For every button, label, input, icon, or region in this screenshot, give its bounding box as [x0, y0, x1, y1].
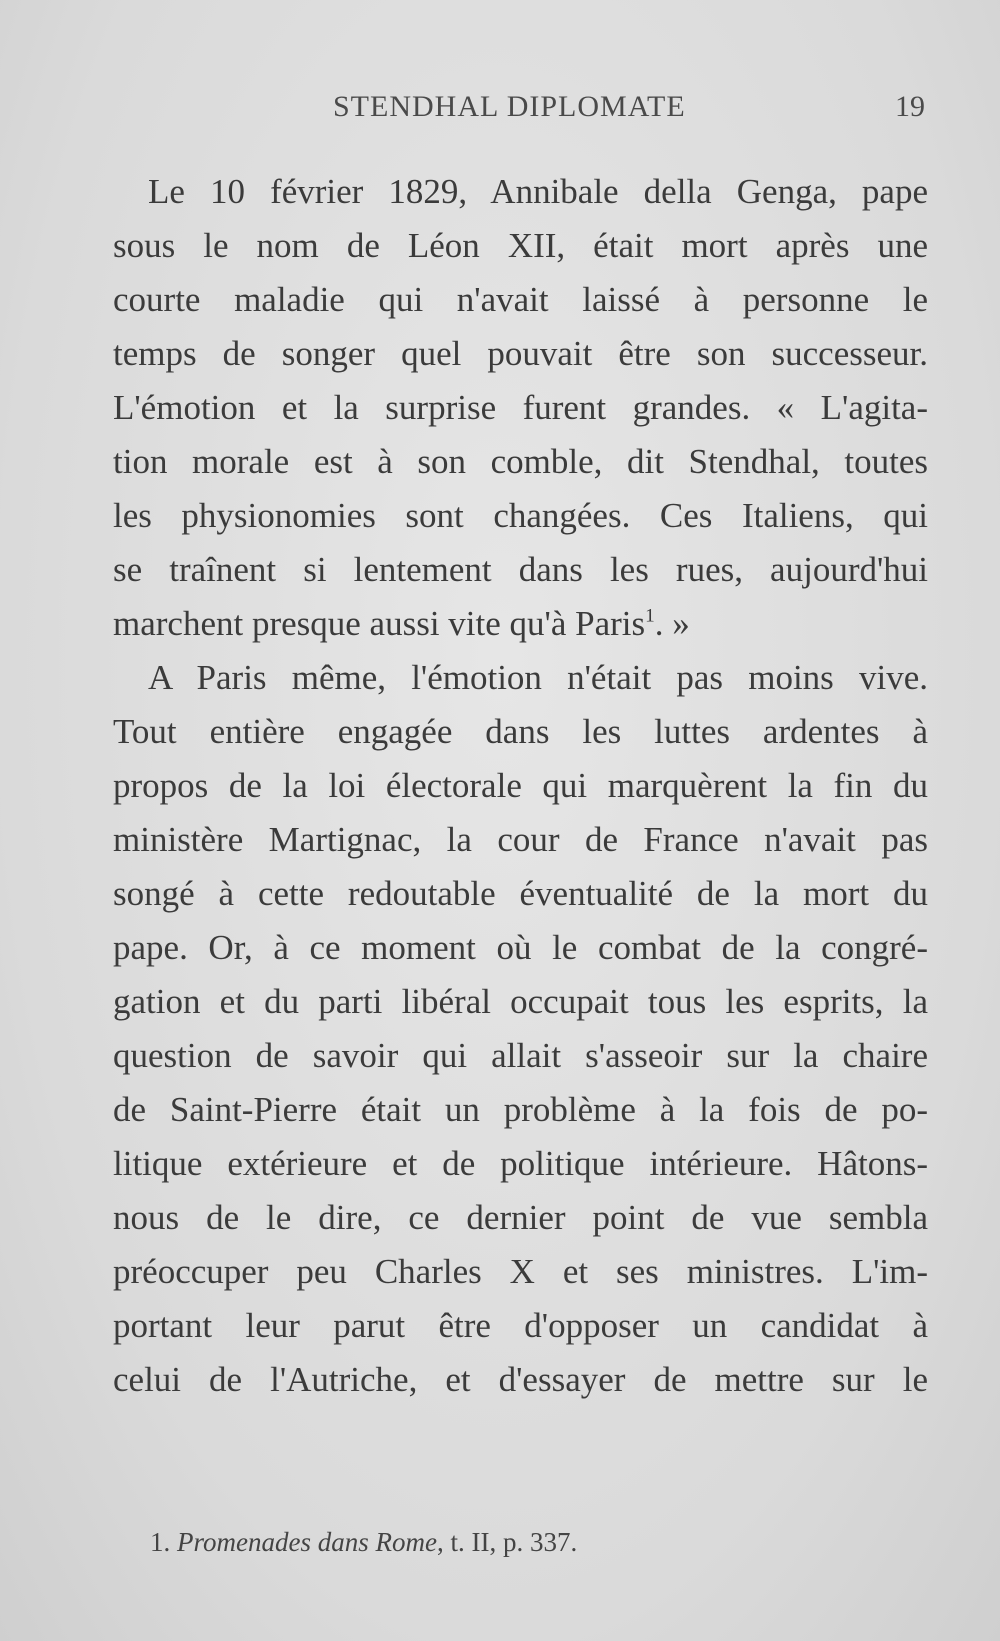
text-line: question de savoir qui allait s'asseoir sur la chaire — [113, 1036, 928, 1075]
text-line: A Paris même, l'émotion n'était pas moins vive. — [148, 658, 928, 697]
text-line: portant leur parut être d'opposer un candidat à — [113, 1306, 928, 1345]
text-line: Tout entière engagée dans les luttes ardentes à — [113, 712, 928, 751]
text-line: pape. Or, à ce moment où le combat de la congré- — [113, 928, 928, 967]
text-line: litique extérieure et de politique intérieure. Hâtons- — [113, 1144, 928, 1183]
footnote-mark: 1 — [645, 605, 655, 627]
text-line: gation et du parti libéral occupait tous les esprits, la — [113, 982, 928, 1021]
text-line — [113, 602, 928, 646]
running-title: STENDHAL DIPLOMATE — [333, 90, 686, 123]
text-line-tail: . » — [654, 604, 690, 643]
footnote-number: 1. — [150, 1527, 171, 1557]
running-head — [0, 90, 1000, 130]
text-line: ministère Martignac, la cour de France n'avait pas — [113, 820, 928, 859]
footnote — [150, 1524, 577, 1560]
text-line: L'émotion et la surprise furent grandes. « L'agita- — [113, 388, 928, 427]
text-line: sous le nom de Léon XII, était mort après une — [113, 226, 928, 265]
text-line: tion morale est à son comble, dit Stendhal, toutes — [113, 442, 928, 481]
footnote-ref: , t. II, p. 337. — [436, 1527, 578, 1557]
text-line: de Saint-Pierre était un problème à la fois de po- — [113, 1090, 928, 1129]
text-line: se traînent si lentement dans les rues, aujourd'hui — [113, 550, 928, 589]
text-line: nous de le dire, ce dernier point de vue sembla — [113, 1198, 928, 1237]
text-line: courte maladie qui n'avait laissé à personne le — [113, 280, 928, 319]
text-line: préoccuper peu Charles X et ses ministres. L'im- — [113, 1252, 928, 1291]
text-line: propos de la loi électorale qui marquèrent la fin du — [113, 766, 928, 805]
page-number: 19 — [895, 90, 925, 123]
text-line: songé à cette redoutable éventualité de la mort du — [113, 874, 928, 913]
text-line: celui de l'Autriche, et d'essayer de mettre sur le — [113, 1360, 928, 1399]
text-line: les physionomies sont changées. Ces Italiens, qui — [113, 496, 928, 535]
text-line: temps de songer quel pouvait être son successeur. — [113, 334, 928, 373]
text-line: Le 10 février 1829, Annibale della Genga, pape — [148, 172, 928, 211]
footnote-title: Promenades dans Rome — [177, 1527, 437, 1557]
text-line-main: marchent presque aussi vite qu'à Paris — [113, 604, 646, 643]
